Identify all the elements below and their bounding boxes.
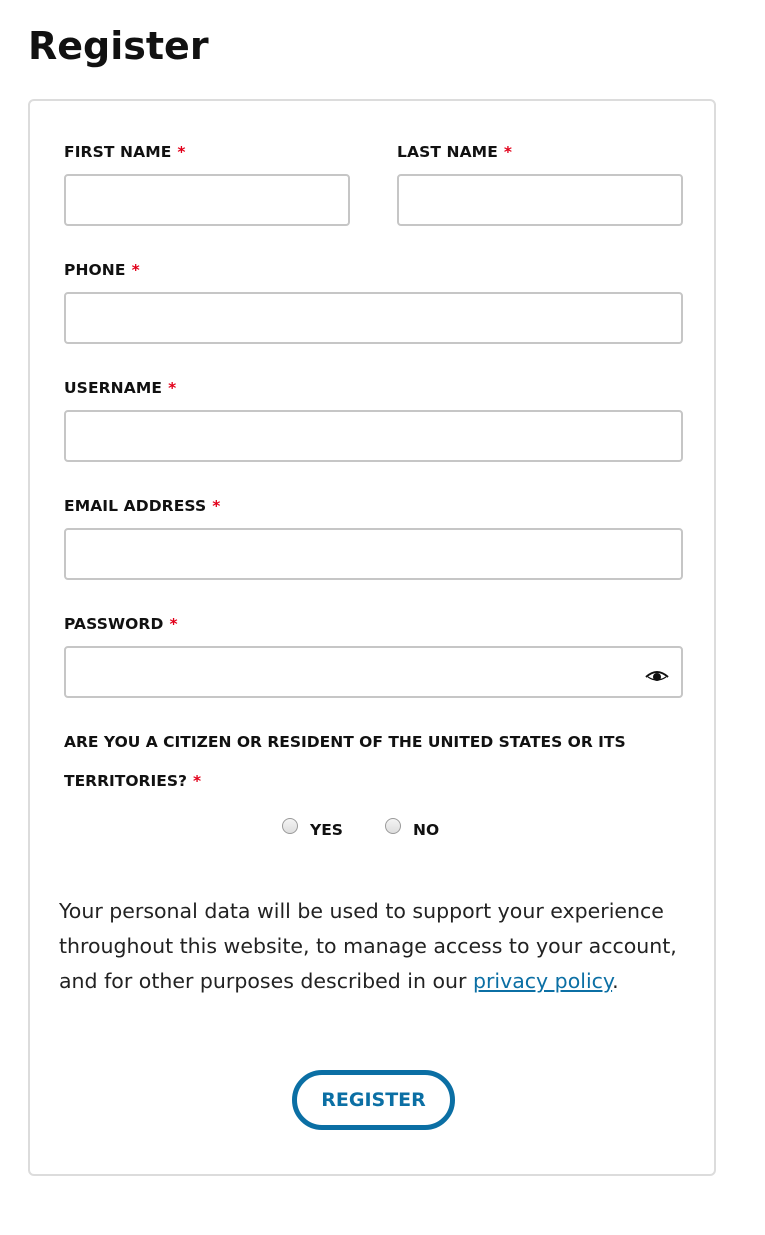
page-title: Register xyxy=(28,24,209,68)
password-label-text: PASSWORD xyxy=(64,615,164,633)
username-input[interactable] xyxy=(64,410,683,462)
required-marker: * xyxy=(212,497,221,515)
phone-label-text: PHONE xyxy=(64,261,126,279)
privacy-notice-text: Your personal data will be used to support your experience throughout this website, to manage access to your account, and for other purposes described in our xyxy=(59,899,677,993)
username-label xyxy=(64,379,176,397)
required-marker: * xyxy=(169,615,178,633)
email-label xyxy=(64,497,220,515)
email-input[interactable] xyxy=(64,528,683,580)
last-name-input[interactable] xyxy=(397,174,683,226)
privacy-notice xyxy=(59,894,689,999)
required-marker: * xyxy=(503,143,513,161)
required-marker: * xyxy=(193,772,202,790)
phone-input[interactable] xyxy=(64,292,683,344)
radio-no[interactable] xyxy=(385,817,440,839)
password-input[interactable] xyxy=(64,646,683,698)
last-name-label-text: LAST NAME xyxy=(397,143,498,161)
eye-icon[interactable] xyxy=(645,668,669,684)
first-name-label xyxy=(64,143,186,161)
required-marker: * xyxy=(168,379,177,397)
required-marker: * xyxy=(131,261,140,279)
radio-no-circle[interactable] xyxy=(385,818,401,834)
citizenship-question xyxy=(64,723,664,801)
email-label-text: EMAIL ADDRESS xyxy=(64,497,207,515)
first-name-input[interactable] xyxy=(64,174,350,226)
password-label xyxy=(64,615,178,633)
citizenship-radio-group xyxy=(282,817,440,839)
username-label-text: USERNAME xyxy=(64,379,163,397)
register-button[interactable]: REGISTER xyxy=(292,1070,455,1130)
phone-label xyxy=(64,261,140,279)
privacy-policy-link[interactable]: privacy policy xyxy=(472,969,613,993)
radio-yes-circle[interactable] xyxy=(282,818,298,834)
first-name-label-text: FIRST NAME xyxy=(64,143,172,161)
radio-yes[interactable] xyxy=(282,817,343,839)
citizenship-question-text: ARE YOU A CITIZEN OR RESIDENT OF THE UNITED STATES OR ITS TERRITORIES? xyxy=(64,733,626,790)
privacy-notice-suffix: . xyxy=(612,969,619,993)
last-name-label xyxy=(397,143,512,161)
radio-no-label: NO xyxy=(412,821,440,839)
radio-yes-label: YES xyxy=(310,821,343,839)
required-marker: * xyxy=(177,143,186,161)
